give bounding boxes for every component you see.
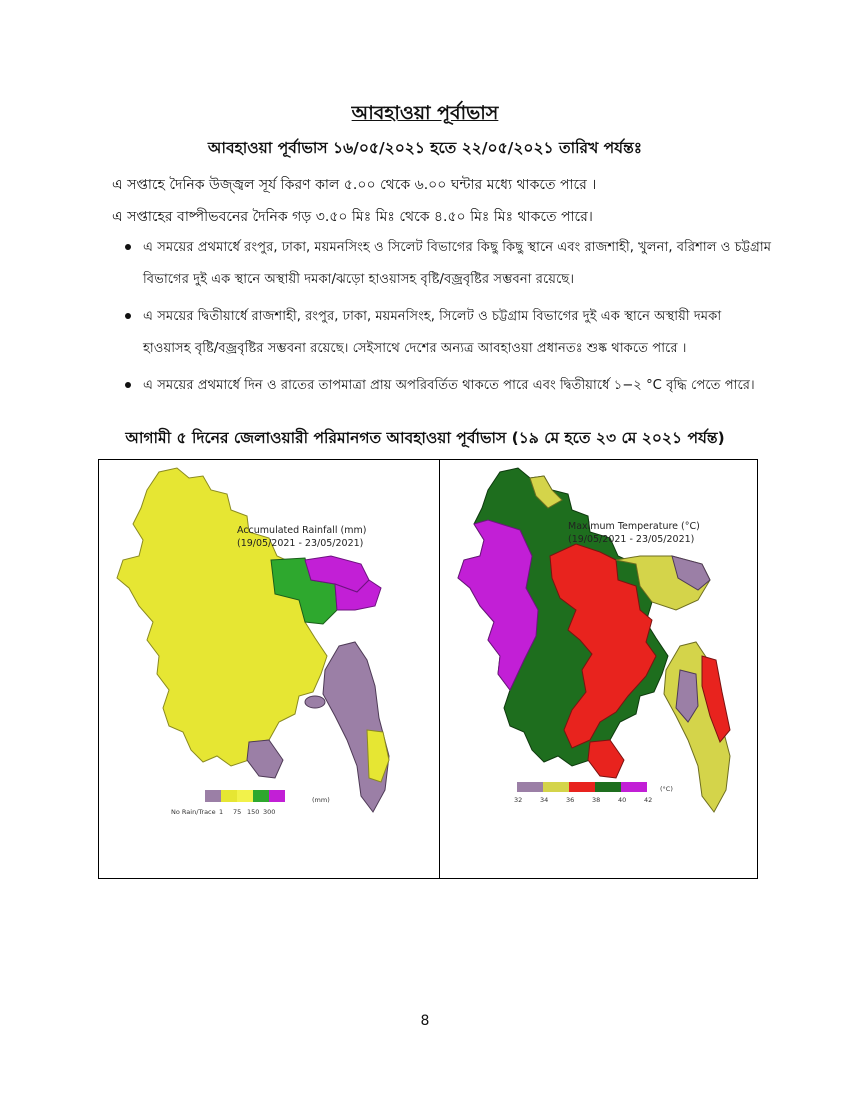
forecast-bullet: [125, 301, 773, 365]
legend-label: 150: [247, 808, 260, 816]
bullet-icon: [125, 382, 131, 388]
bullet-icon: [125, 244, 131, 250]
forecast-bullet: [125, 232, 773, 296]
page-subtitle: আবহাওয়া পূর্বাভাস ১৬/০৫/২০২১ হতে ২২/০৫/২০২১ তারিখ পর্যন্তঃ: [207, 139, 643, 157]
page-title: আবহাওয়া পূর্বাভাস: [351, 102, 499, 124]
bullet-text: এ সময়ের প্রথমার্ধে রংপুর, ঢাকা, ময়মনসিংহ ও সিলেট বিভাগের কিছু কিছু স্থানে এবং রাজশাহী, খুলনা, বরিশাল ও চট্টগ্রাম বিভাগের দুই এক স্থানে অস্থায়ী দমকা/ঝড়ো হাওয়াসহ বৃষ্টি/বজ্রবৃষ্টির সম্ভবনা রয়েছে।: [143, 240, 772, 287]
rainfall-map-date: (19/05/2021 - 23/05/2021): [237, 538, 364, 549]
legend-unit: (mm): [312, 796, 330, 804]
rainfall-map-island: [305, 696, 325, 708]
rainfall-map-title: Accumulated Rainfall (mm): [237, 525, 367, 536]
rainfall-map-chattogram-region: [323, 642, 389, 812]
rainfall-map-coastal-region: [247, 740, 283, 778]
legend-swatch: [237, 790, 253, 802]
legend-swatch: [269, 790, 285, 802]
legend-swatch: [253, 790, 269, 802]
maps-table: [98, 459, 758, 879]
forecast-bullet: [125, 370, 773, 402]
page-number: 8: [420, 1013, 430, 1029]
legend-swatch: [221, 790, 237, 802]
legend-unit: (°C): [660, 785, 673, 793]
bullet-icon: [125, 313, 131, 319]
legend-label: 1: [219, 808, 224, 816]
bullet-text: এ সময়ের দ্বিতীয়ার্ধে রাজশাহী, রংপুর, ঢাকা, ময়মনসিংহ, সিলেট ও চট্টগ্রাম বিভাগের দুই এক স্থানে অস্থায়ী দমকা হাওয়াসহ বৃষ্টি/বজ্রবৃষ্টির সম্ভবনা রয়েছে। সেইসাথে দেশের অন্যত্র আবহাওয়া প্রধানতঃ শুষ্ক থাকতে পারে ।: [143, 309, 722, 356]
legend-label: 34: [540, 796, 549, 804]
legend-swatch: [543, 782, 569, 792]
temperature-map-date: (19/05/2021 - 23/05/2021): [568, 534, 695, 545]
legend-label: 75: [233, 808, 242, 816]
legend-swatch: [517, 782, 543, 792]
temperature-map-coastal-region: [588, 740, 624, 778]
rainfall-legend: [171, 790, 330, 816]
temperature-map-title: Maximum Temperature (°C): [568, 521, 700, 532]
legend-swatch: [595, 782, 621, 792]
legend-label: 38: [592, 796, 601, 804]
legend-label: 42: [644, 796, 653, 804]
bullet-text: এ সময়ের প্রথমার্ধে দিন ও রাতের তাপমাত্রা প্রায় অপরিবর্তিত থাকতে পারে এবং দ্বিতীয়ার্ধে ১−২ °C বৃদ্ধি পেতে পারে।: [143, 378, 755, 393]
sunshine-paragraph: এ সপ্তাহে দৈনিক উজ্জ্বল সূর্য কিরণ কাল ৫.০০ থেকে ৬.০০ ঘন্টার মধ্যে থাকতে পারে ।: [112, 177, 597, 193]
legend-swatch: [621, 782, 647, 792]
legend-label: 36: [566, 796, 575, 804]
legend-label: 300: [263, 808, 276, 816]
temperature-legend: [514, 782, 673, 804]
rainfall-map-cell: [99, 460, 439, 878]
temperature-map-cell: [440, 460, 780, 878]
legend-label: No Rain/Trace: [171, 808, 216, 816]
legend-label: 40: [618, 796, 627, 804]
forecast-bullet-list: [125, 232, 773, 407]
rainfall-map: [99, 460, 439, 878]
rainfall-map-main-region: [117, 468, 327, 766]
legend-swatch: [569, 782, 595, 792]
maps-heading: আগামী ৫ দিনের জেলাওয়ারী পরিমানগত আবহাওয়া পূর্বাভাস (১৯ মে হতে ২৩ মে ২০২১ পর্যন্ত): [125, 429, 725, 447]
legend-label: 32: [514, 796, 523, 804]
temperature-map: [440, 460, 758, 878]
evaporation-paragraph: এ সপ্তাহের বাষ্পীভবনের দৈনিক গড় ৩.৫০ মিঃ মিঃ থেকে ৪.৫০ মিঃ মিঃ থাকতে পারে।: [112, 209, 593, 225]
legend-swatch: [205, 790, 221, 802]
